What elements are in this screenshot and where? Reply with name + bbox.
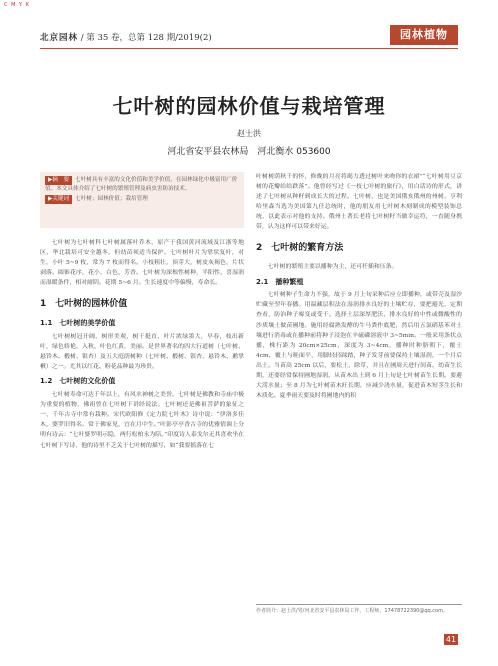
section-heading-1: 1 七叶树的园林价值	[40, 299, 128, 310]
abstract	[45, 176, 239, 193]
keywords	[45, 195, 239, 204]
author: 赵士洪	[237, 129, 261, 138]
paragraph-1-2: 七叶树寿命可达千年以上，有风水神树之美誉。七叶树是佛教和寺庙中极为重要的植物，佛祖曾在七叶树下讲经说法。七叶树还是佛祖菩萨的象征之一，千年古寺中常有栽种。宋代欧阳修《定力院七叶木》诗中说：“伊洛多佳木，婆罗旧得名。常于佛家见，宜在月中生。”叶影亭亭香古寺的优雅情调上分明有诗云：“七叶婆罗明示隐，两行松柏永为陪。”印度诗人泰戈尔无其喜欢坐在七叶树下写诗，他的诗里不乏关于七叶树的描写，如“我要摇落在七	[40, 392, 244, 449]
article-title: 七叶树的园林价值与栽培管理	[112, 94, 386, 118]
journal-name: 北京园林	[40, 33, 79, 43]
paragraph-1-1: 七叶树树冠开阔，树形美观，树干挺直，叶片浓绿墨大，早春，枝出新叶，绿色娇艳，入秋，叶色红黄，美丽。是世界著名的四大行道树（七叶树、悬铃木、椴树、银杏）及五大庭荫树种（七叶树、椴树、银杏、悬铃木、鹅掌楸）之一。尤其以红花、粉花品种最为珍贵。	[40, 334, 244, 371]
page-number: 41	[445, 635, 457, 644]
abstract-tag: ▶摘 要	[45, 176, 72, 185]
abstract-box	[40, 172, 244, 228]
paragraph-2-1: 七叶树种子生命力不强，故于 9 月上旬采种后应立即播种，或带壳及湿沙贮藏至翌年春播。用温藏层积法在湿润排水良好的土壤贮存，要把避光、定期查看，防治种子霉变或受干。选择土层深厚肥沃、排水良好的中性或微酸性的沙质壤土做苗圃地。施用经腐熟发酵的牛马粪作底肥，然后用五氯硝基苯对土壤进行消毒或在播种前将种子浸泡在辛硫磷溶液中 3~5min。一般采用条状点播，株行距为 20cm×25cm，深度为 3~4cm，播种时种脐朝下，覆土 4cm，覆土与畦面平，用脚轻轻踩踏，种子发芽前要保持土壤湿润，一个月后出土。当苗高 25cm 以后，要松土，除草，并且在圃周天进行间苗。幼苗生长期，还要经常保持圃地湿润，从苗木出土到 6 月上旬是七叶树苗生长期。要避大涝水量；至 8 月为七叶树苗木旺长期，应减少浇水量，促进苗木短茎生长和木质化。夏季雨天要及时将圃地内的积	[256, 292, 462, 399]
paragraph-2: 七叶树的繁殖主要以播种为主，还可扦插和压条。	[267, 264, 398, 271]
section-heading-2: 2 七叶树的繁育方法	[256, 243, 344, 254]
continued-paragraph: 叶树树荫秋千的怀，修晚的月亮将竭力透过树叶来吻你的衣裙”“七叶树用豆京树的花瓣给给跌落”。他曾经写过《一枝七叶树的旅行》，用白话诗的形式，讲述了七叶树从种籽到成长大的过程。七叶树，也是美国俄亥俄州的州树。亨利哈里森当选为美国第九任总统时，他的朋友用七叶树木刻制成的模型装饰总统，以此表示对他的支持。俄州土著长老将七叶树籽当做幸运符，一直随身携带，认为这样可以带来好运。	[256, 174, 462, 231]
affiliation: 河北省安平县农林局 河北衡水 053600	[167, 147, 331, 157]
left-column	[40, 238, 244, 451]
subsection-heading-1-2: 1.2 七叶树的文化价值	[40, 377, 116, 386]
subsection-heading-2-1: 2.1 播种繁殖	[256, 277, 304, 286]
intro-paragraph: 七叶树为七叶树科七叶树属落叶乔木，原产于我国黄河流域及江浙等地区，华北栽培可安全越冬，但幼苗须适当保护。七叶树叶片为掌状复叶，对生，小叶 5~9 枚，常为 7 枚而得名。小枝粗壮，顶芽大，树皮灰褐色，片状剥落。圆锥花序，花小，白色，芳香。七叶树为深根性树种，半阳性，喜湿润而湿暖条件，相对耐阴。花期 5~6 月。生长速度中等偏慢，寿命长。	[40, 240, 244, 287]
journal-info	[40, 31, 212, 43]
abstract-text: 七叶树具有丰富的文化价值和美学价值，在园林绿化中极富用广价值。本文具体介绍了七叶树的繁殖管理及病虫害防治技术。	[45, 177, 238, 192]
author-footnote: 作者简介：赵士洪/男/河北省安平县农林局工作，工程师，17478722390@qq.com。	[256, 604, 462, 616]
journal-volume: / 第 35 卷，总第 128 期/2019(2)	[80, 33, 212, 43]
keywords-text: 七叶树；园林价值；栽培管理	[75, 196, 148, 203]
page-header	[40, 22, 458, 49]
section-badge: 园林植物	[390, 25, 458, 45]
subsection-heading-1-1: 1.1 七叶树的美学价值	[40, 319, 116, 328]
print-color-marks: C M Y K	[4, 2, 30, 8]
keywords-tag: ▶关键词	[45, 195, 72, 204]
right-column	[256, 172, 462, 401]
